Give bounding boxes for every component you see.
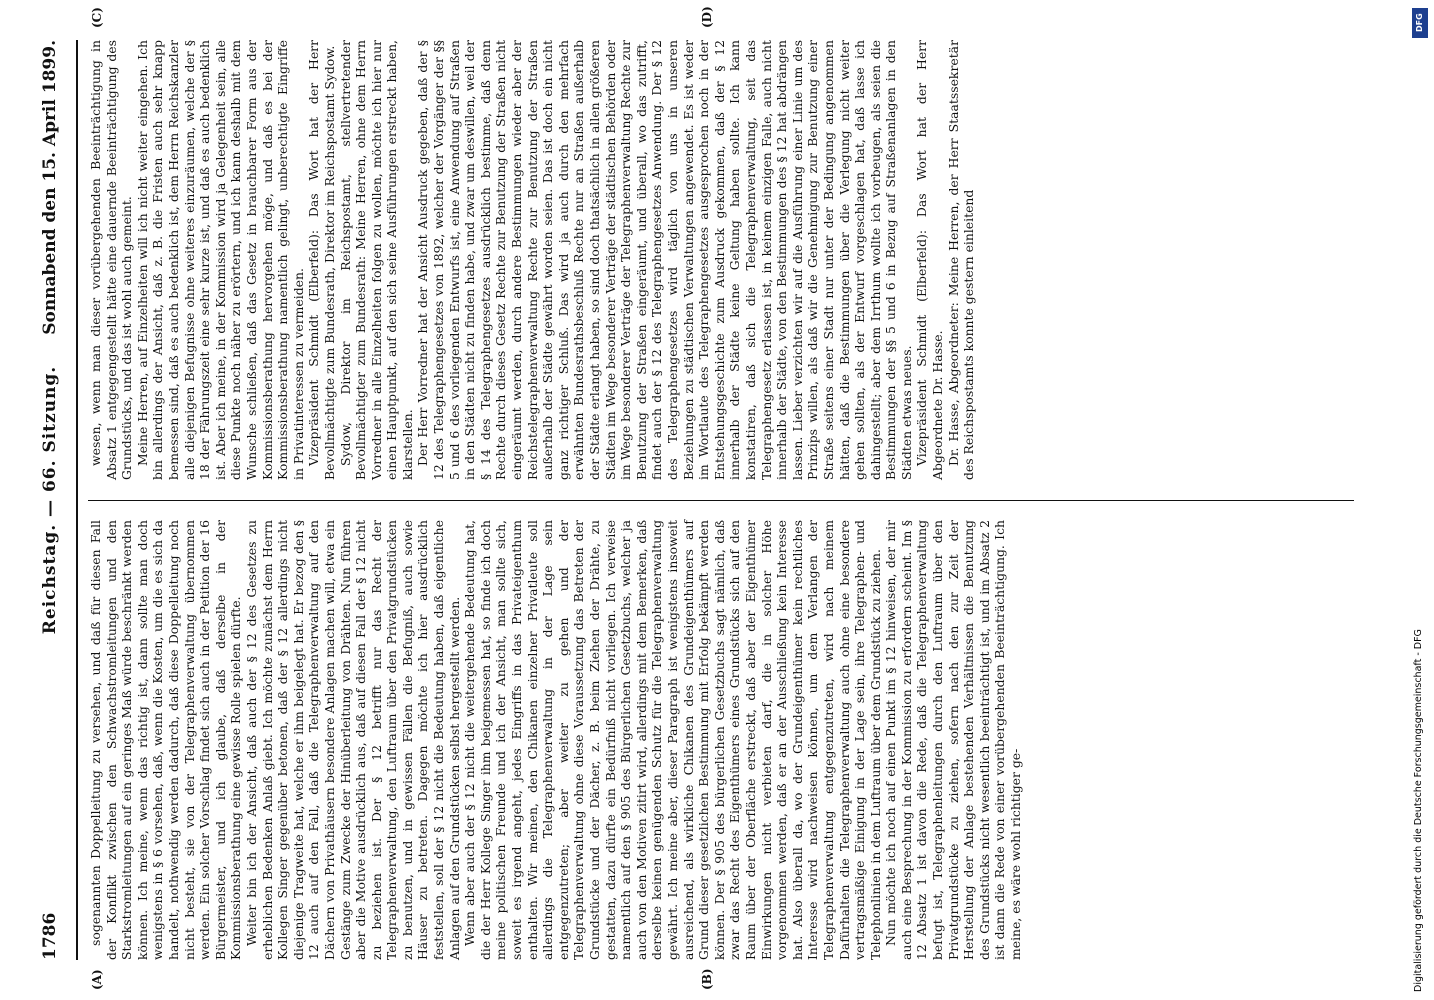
left-paragraph: Weiter bin ich der Ansicht, daß auch der § 12 des Gesetzes zu erheblichen Bedenken Anlaß giebt. Ich möchte zunächst dem Herrn Kollegen Singer gegenüber betonen, daß der § 12 allerdings nicht diejenige Tragweite hat, welche er ihm beigelegt hat. Er bezog den § 12 auch auf den Fall, daß die Telegraphenverwaltung auf den Dächern von Privathäusern besondere Anlagen machen will, etwa ein Gestänge zum Zwecke der Hinüberleitung von Drähten. Nun führen aber die Motive ausdrücklich aus, daß auf diesen Fall der § 12 nicht zu beziehen ist. Der § 12 betrifft nur das Recht der Telegraphenverwaltung, den Luftraum über den Privatgrundstücken zu benutzen, und in gewissen Fällen die Befugniß, auch sowie Häuser zu betreten. Dagegen möchte ich hier ausdrücklich feststellen, soll der § 12 nicht die Bedeutung haben, daß eigentliche Anlagen auf den Grundstücken selbst hergestellt werden. [243,520,462,960]
right-paragraph: Dr. Hasse, Abgeordneter: Meine Herren, der Herr Staatssekretär des Reichspostamts konnte gestern einleitend [945,40,977,480]
column-separator [88,500,1354,501]
margin-marker-c: (C) [90,7,104,28]
left-paragraph: Wenn aber auch der § 12 nicht die weitergehende Bedeutung hat, die der Herr Kollege Singer ihm beigemessen hat, so finde ich doch meine politischen Freunde und ich der Ansicht, man sollte sich, soweit es irgend angeht, jedes Eingriffs in das Privateigenthum enthalten. Wir meinen, den Chikanen einzelner Privatleute soll allerdings die Telegraphenverwaltung in der Lage sein entgegenzutreten; aber weiter zu gehen und der Telegraphenverwaltung ohne diese Voraussetzung das Betreten der Grundstücke und der Dächer, z. B. beim Ziehen der Drähte, zu gestatten, dazu dürfte ein Bedürfniß nicht vorliegen. Ich verweise namentlich auf den § 905 des Bürgerlichen Gesetzbuchs, welcher ja auch von den Motiven zitirt wird, allerdings mit dem Bemerken, daß derselbe keinen genügenden Schutz für die Telegraphenverwaltung gewährt. Ich meine aber, dieser Paragraph ist wenigstens insoweit ausreichend, als wirkliche Chikanen des Grundeigenthümers auf Grund dieser gesetzlichen Bestimmung mit Erfolg bekämpft werden können. Der § 905 des bürgerlichen Gesetzbuchs sagt nämlich, daß zwar das Recht des Eigenthümers eines Grundstücks sich auf den Raum über der Oberfläche erstreckt, daß aber der Eigenthümer Einwirkungen nicht verbieten darf, die in solcher Höhe vorgenommen werden, daß er an der Ausschließung kein Interesse hat. Also überall da, wo der Grundeigenthümer kein rechtliches Interesse wird nachweisen können, um dem Verlangen der Telegraphenverwaltung entgegenzutreten, wird nach meinem Dafürhalten die Telegraphenverwaltung auch ohne eine besondere vertragsmäßige Einigung in der Lage sein, ihre Telegraphen- und Telephonlinien in dem Luftraum über dem Grundstück zu ziehen. [462,520,883,960]
left-column [88,520,1024,960]
right-column [88,40,977,480]
right-paragraph: Sydow, Direktor im Reichspostamt, stellvertretender Bevollmächtigter zum Bundesrath: Meine Herren, ohne dem Herrn Vorredner in alle Einzelheiten folgen zu wollen, möchte ich hier nur einen Hauptpunkt, auf den sich seine Ausführungen erstreckt haben, klarstellen. [337,40,415,480]
session-date: Sonnabend den 15. April 1899. [40,40,60,335]
left-paragraph: Nun möchte ich noch auf einen Punkt im § 12 hinweisen, der mir auch eine Besprechung in der Kommission zu erfordern scheint. Im § 12 Absatz 1 ist davon die Rede, daß die Telegraphenverwaltung befugt ist, Telegraphenleitungen durch den Luftraum über den Privatgrundstücke zu ziehen, sofern nach den zur Zeit der Herstellung der Anlage bestehenden Verhältnissen die Benutzung des Grundstücks nicht wesentlich beeinträchtigt ist, und im Absatz 2 ist dann die Rede von einer vorübergehenden Beeinträchtigung. Ich meine, es wäre wohl richtiger ge- [883,520,1024,960]
right-paragraph: Vizepräsident Schmidt (Elberfeld): Das Wort hat der Herr Abgeordnete Dr. Hasse. [914,40,946,480]
page-header [40,40,70,960]
session-title: Reichstag. — 66. Sitzung. [40,365,60,635]
page-content [40,6,1360,990]
dfg-funding-note: Digitalisierung gefördert durch die Deutsche Forschungsgemeinschaft - DFG [1413,629,1424,992]
right-paragraph: Der Herr Vorredner hat der Ansicht Ausdruck gegeben, daß der § 12 des Telegraphengesetzes von 1892, welcher der Vorgänger der §§ 5 und 6 des vorliegenden Entwurfs ist, eine Anwendung auf Straßen in den Städten nicht zu finden habe, und zwar um deswillen, weil der § 14 des Telegraphengesetzes ausdrücklich bestimme, daß denn Rechte durch dieses Gesetz Rechte zur Benutzung der Straßen nicht eingeräumt werden, durch andere Bestimmungen wieder aber der Reichstelegraphenverwaltung Rechte zur Benutzung der Straßen außerhalb der Städte gewährt worden seien. Das ist doch ein nicht ganz richtiger Schluß. Das wird ja auch durch den mehrfach erwähnten Bundesrathsbeschluß Rechte nur an Straßen außerhalb der Städte erlangt haben, so sind doch thatsächlich in allen größeren Städten im Wege besonderer Verträge der städtischen Behörden oder im Wege besonderer Verträge der Telegraphenverwaltung Rechte zur Benutzung der Straßen eingeräumt, und überall, wo das zutrifft, findet auch der § 12 des Telegraphengesetzes Anwendung. Der § 12 des Telegraphengesetzes wird täglich von uns in unseren Beziehungen zu städtischen Verwaltungen angewendet. Es ist weder im Wortlaute des Telegraphengesetzes ausgesprochen noch in der Entstehungsgeschichte zum Ausdruck gekommen, daß der § 12 innerhalb der Städte keine Geltung haben sollte. Ich kann konstatiren, daß sich die Telegraphenverwaltung, seit das Telegraphengesetz erlassen ist, in keinem einzigen Falle, auch nicht innerhalb der Städte, von den Bestimmungen des § 12 hat abdrängen lassen. Lieber verzichten wir auf die Ausführung einer Linie um des Prinzips willen, als daß wir die Genehmigung zur Benutzung einer Straße seitens einer Stadt nur unter der Bedingung angenommen hätten, daß die Bestimmungen über die Verlegung nicht weiter gehen sollten, als der Entwurf vorgeschlagen hat, daß lasse ich dahingestellt; aber dem Irrthum wollte ich vorbeugen, als seien die Bestimmungen der §§ 5 und 6 in Bezug auf Straßenanlagen in den Städten etwas neues. [415,40,914,480]
right-paragraph: wesen, wenn man dieser vorübergehenden Beeinträchtigung in Absatz 1 entgegengestellt hätte eine dauernde Beeinträchtigung des Grundstücks, und das ist wohl auch gemeint. [88,40,135,480]
margin-marker-a: (A) [90,969,104,990]
dfg-logo: DFG [1412,8,1428,38]
left-paragraph: sogenannten Doppelleitung zu versehen, und daß für diesen Fall der Konflikt zwischen den Schwachstromleitungen und den Starkstromleitungen auf ein geringes Maß würde beschränkt werden können. Ich meine, wenn das richtig ist, dann sollte man doch wenigstens in § 6 vorsehen, daß, wenn die Kosten, um die es sich da handelt, nothwendig werden dadurch, daß diese Doppelleitung noch nicht besteht, sie von der Telegraphenverwaltung übernommen werden. Ein solcher Vorschlag findet sich auch in der Petition der 16 Bürgermeister, und ich glaube, daß derselbe in der Kommissionsberathung eine gewisse Rolle spielen dürfte. [88,520,244,960]
right-paragraph: Vizepräsident Schmidt (Elberfeld): Das Wort hat der Herr Bevollmächtigte zum Bundesrath, Direktor im Reichspostamt Sydow. [306,40,337,480]
header-rule [76,40,78,960]
margin-marker-b: (B) [700,968,714,990]
page-number: 1786 [40,912,60,960]
right-paragraph: Meine Herren, auf Einzelheiten will ich nicht weiter eingehen. Ich bin allerdings der Ansicht, daß z. B. die Fristen auch sehr knapp bemessen sind, daß es auch bedenklich ist, dem Herrn Reichskanzler alle diejenigen Befugnisse ohne weiteres einzuräumen, welche der § 18 der Fährungszeit eine sehr kurze ist, und daß es auch bedenklich ist. Aber ich meine, in der Kommission wird ja Gelegenheit sein, alle diese Punkte noch näher zu erörtern, und ich kann deshalb mit dem Wunsche schließen, daß das Gesetz in brauchbarer Form aus der Kommissionsberathung hervorgehen möge, und daß es bei der Kommissionsberathung namentlich gelingt, unberechtigte Eingriffe in Privatinteressen zu vermeiden. [134,40,306,480]
margin-marker-d: (D) [700,6,714,28]
dfg-sidebar [1408,8,1430,992]
